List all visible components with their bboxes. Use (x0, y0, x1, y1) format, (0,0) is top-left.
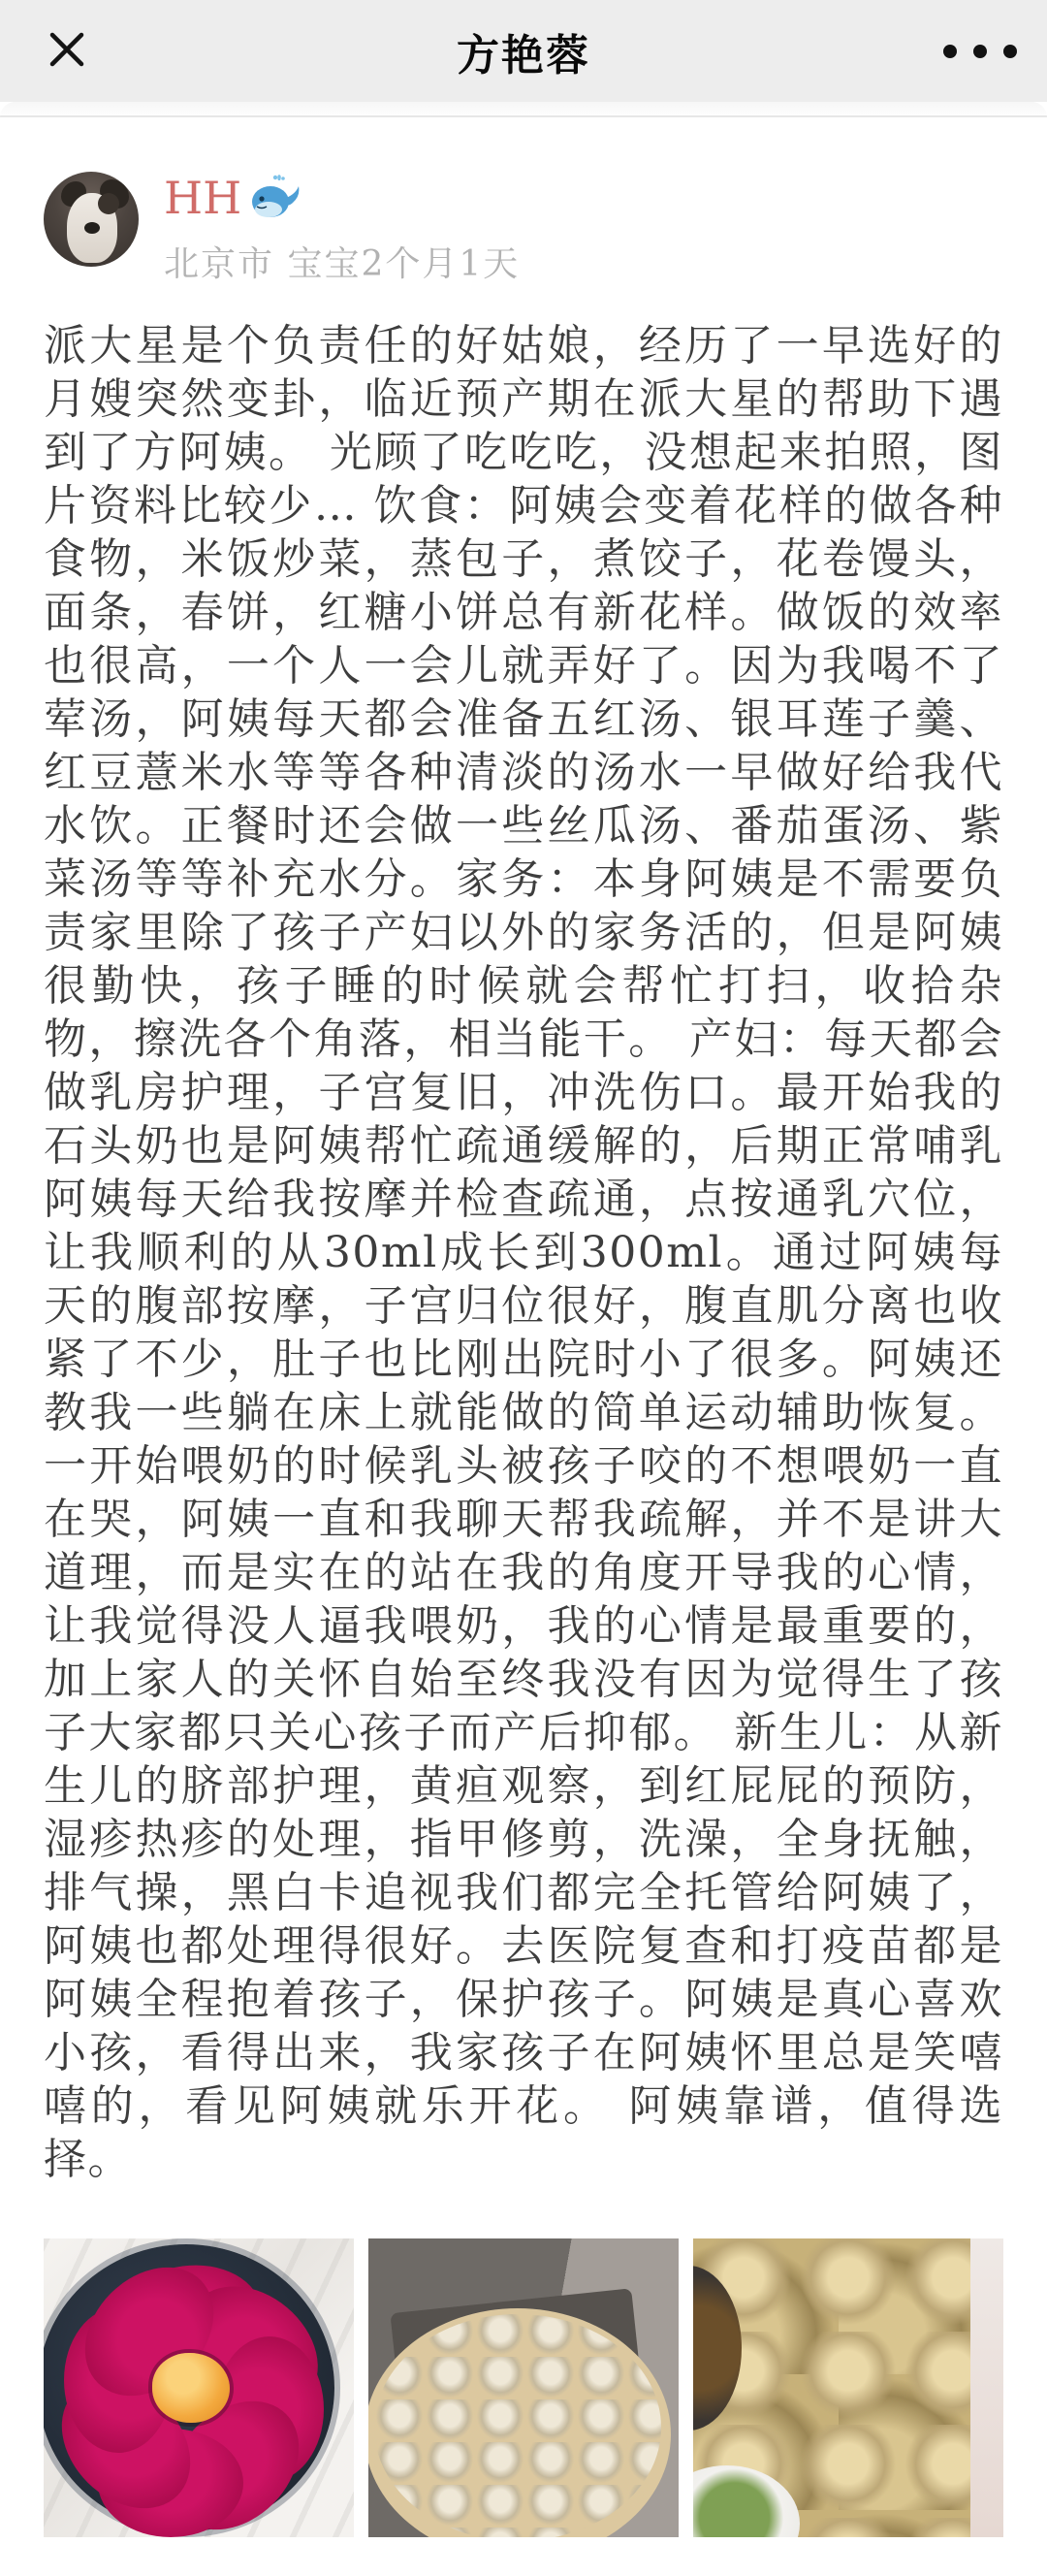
orange-center-art (152, 2353, 230, 2423)
card-top-seam (0, 102, 1047, 117)
photo-dragon-fruit-plate[interactable] (44, 2238, 354, 2537)
review-body-text: 派大星是个负责任的好姑娘，经历了一早选好的月嫂突然变卦，临近预产期在派大星的帮助下遇到了方阿姨。 光顾了吃吃吃，没想起来拍照，图片资料比较少… 饮食：阿姨会变着花样的做各种食物，米饭炒菜，蒸包子，煮饺子，花卷馒头，面条，春饼，红糖小饼总有新花样。做饭的效率也很高，一个人一会儿就弄好了。因为我喝不了荤汤，阿姨每天都会准备五红汤、银耳莲子羹、红豆薏米水等等各种清淡的汤水一早做好给我代水饮。正餐时还会做一些丝瓜汤、番茄蛋汤、紫菜汤等等补充水分。家务：本身阿姨是不需要负责家里除了孩子产妇以外的家务活的，但是阿姨很勤快，孩子睡的时候就会帮忙打扫，收拾杂物，擦洗各个角落，相当能干。 产妇：每天都会做乳房护理，子宫复旧，冲洗伤口。最开始我的石头奶也是阿姨帮忙疏通缓解的，后期正常哺乳阿姨每天给我按摩并检查疏通，点按通乳穴位，让我顺利的从30ml成长到300ml。通过阿姨每天的腹部按摩，子宫归位很好，腹直肌分离也收紧了不少，肚子也比刚出院时小了很多。阿姨还教我一些躺在床上就能做的简单运动辅助恢复。一开始喂奶的时候乳头被孩子咬的不想喂奶一直在哭，阿姨一直和我聊天帮我疏解，并不是讲大道理，而是实在的站在我的角度开导我的心情，让我觉得没人逼我喂奶，我的心情是最重要的，加上家人的关怀自始至终我没有因为觉得生了孩子大家都只关心孩子而产后抑郁。 新生儿：从新生儿的脐部护理，黄疸观察，到红屁屁的预防，湿疹热疹的处理，指甲修剪，洗澡，全身抚触，排气操，黑白卡追视我们都完全托管给阿姨了，阿姨也都处理得很好。去医院复查和打疫苗都是阿姨全程抱着孩子，保护孩子。阿姨是真心喜欢小孩，看得出来，我家孩子在阿姨怀里总是笑嘻嘻的，看见阿姨就乐开花。 阿姨靠谱，值得选择。 (44, 320, 1004, 2184)
bottom-padding (44, 2537, 1003, 2576)
review-card (0, 117, 1047, 2576)
page-title: 方艳蓉 (457, 30, 590, 80)
photo-grid (44, 2238, 1003, 2537)
photo-dumplings-board[interactable] (368, 2238, 679, 2537)
navbar (0, 0, 1047, 102)
avatar[interactable] (44, 172, 139, 267)
author-info (164, 172, 520, 286)
photo-wontons-pile[interactable] (693, 2238, 1003, 2537)
author-name: HH (164, 172, 242, 224)
whale-emoji-icon (249, 175, 300, 221)
author-meta: 北京市 宝宝2个月1天 (164, 243, 521, 284)
author-row (44, 117, 1003, 286)
